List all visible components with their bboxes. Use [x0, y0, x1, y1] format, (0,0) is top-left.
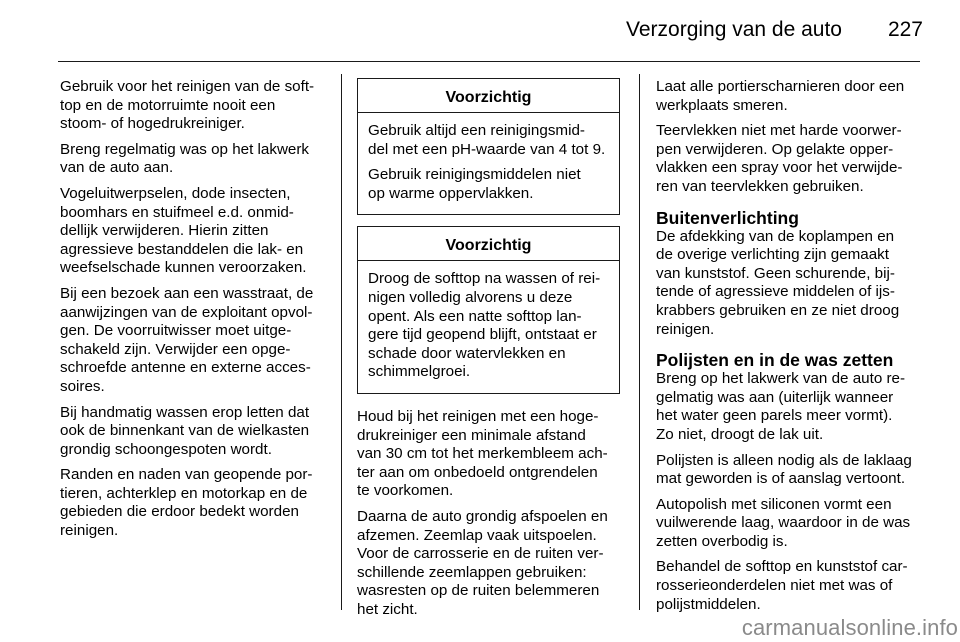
body-paragraph: Bij handmatig wassen erop letten dat ook de binnenkant van de wielkasten grondig schoongespoten wordt.	[60, 403, 310, 458]
caution-box	[357, 78, 620, 215]
body-paragraph: Breng regelmatig was op het lakwerk van de auto aan.	[60, 140, 310, 177]
caution-title: Voorzichtig	[358, 227, 619, 261]
body-paragraph: Houd bij het reinigen met een hoge- drukreiniger een minimale afstand van 30 cm tot het merkembleem ach- ter aan om onbedoeld ontgrendelen te voorkomen.	[357, 407, 608, 500]
body-paragraph: De afdekking van de koplampen en de overige verlichting zijn gemaakt van kunststof. Geen schurende, bij- tende of agressieve middelen of ijs- krabbers gebruiken en ze niet droog reinigen.	[656, 227, 900, 338]
column-divider-right	[639, 74, 640, 610]
body-paragraph: Breng op het lakwerk van de auto re- gelmatig was aan (uiterlijk wanneer het water geen parels meer vormt). Zo niet, droogt de lak uit.	[656, 370, 906, 443]
caution-box	[357, 226, 620, 394]
body-paragraph: Randen en naden van geopende por- tieren, achterklep en motorkap en de gebieden die erdoor bedekt worden reinigen.	[60, 466, 313, 540]
body-paragraph: Laat alle portierscharnieren door een werkplaats smeren.	[656, 78, 905, 114]
body-paragraph: Vogeluitwerpselen, dode insecten, boomhars en stuifmeel e.d. onmid- dellijk verwijderen. Hierin zitten agressieve bestanddelen die lak- en weefselschade kunnen veroorzaken.	[60, 184, 307, 277]
column-middle	[357, 78, 625, 626]
body-paragraph: Behandel de softtop en kunststof car- rosserieonderdelen niet met was of polijstmiddelen.	[656, 558, 908, 613]
caution-paragraph: Gebruik reinigingsmiddelen niet op warme oppervlakken.	[368, 166, 581, 202]
header-rule	[58, 61, 920, 62]
body-paragraph: Gebruik voor het reinigen van de soft- top en de motorruimte nooit een stoom- of hogedrukreiniger.	[60, 78, 315, 133]
caution-title: Voorzichtig	[358, 79, 619, 113]
body-paragraph: Daarna de auto grondig afspoelen en afzemen. Zeemlap vaak uitspoelen. Voor de carrosserie en de ruiten ver- schillende zeemlappen gebruiken: wasresten op de ruiten belemmeren het zicht.	[357, 507, 608, 618]
column-divider-left	[341, 74, 342, 610]
caution-body	[358, 113, 619, 214]
watermark: carmanualsonline.info	[741, 615, 958, 640]
page-header	[0, 0, 960, 62]
column-right	[656, 78, 924, 621]
column-middle-text	[357, 408, 625, 620]
column-left	[60, 78, 328, 548]
page-number: 227	[887, 18, 923, 41]
caution-paragraph: Droog de softtop na wassen of rei- nigen volledig alvorens u deze opent. Als een natte softtop lan- gere tijd geopend blijft, ontstaat er schade door watervlekken en schimmelgroei.	[368, 270, 601, 381]
caution-paragraph: Gebruik altijd een reinigingsmid- del met een pH-waarde van 4 tot 9.	[368, 122, 606, 158]
section-polishing-waxing	[656, 350, 924, 614]
section-heading: Buitenverlichting	[656, 207, 799, 228]
body-paragraph: Polijsten is alleen nodig als de laklaag mat geworden is of aanslag vertoont.	[656, 451, 912, 488]
section-exterior-lighting	[656, 208, 924, 340]
body-paragraph: Autopolish met siliconen vormt een vuilwerende laag, waardoor in de was zetten overbodig is.	[656, 495, 911, 550]
body-paragraph: Bij een bezoek aan een wasstraat, de aanwijzingen van de exploitant opvol- gen. De voorruitwisser moet uitge- schakeld zijn. Verwijder een opge- schroefde antenne en externe acces- soires.	[60, 284, 314, 395]
page-title: Verzorging van de auto	[626, 18, 842, 41]
caution-body	[358, 261, 619, 393]
body-paragraph: Teervlekken niet met harde voorwer- pen verwijderen. Op gelakte opper- vlakken een spray voor het verwijde- ren van teervlekken gebruiken.	[656, 122, 903, 195]
section-heading: Polijsten en in de was zetten	[656, 350, 894, 371]
